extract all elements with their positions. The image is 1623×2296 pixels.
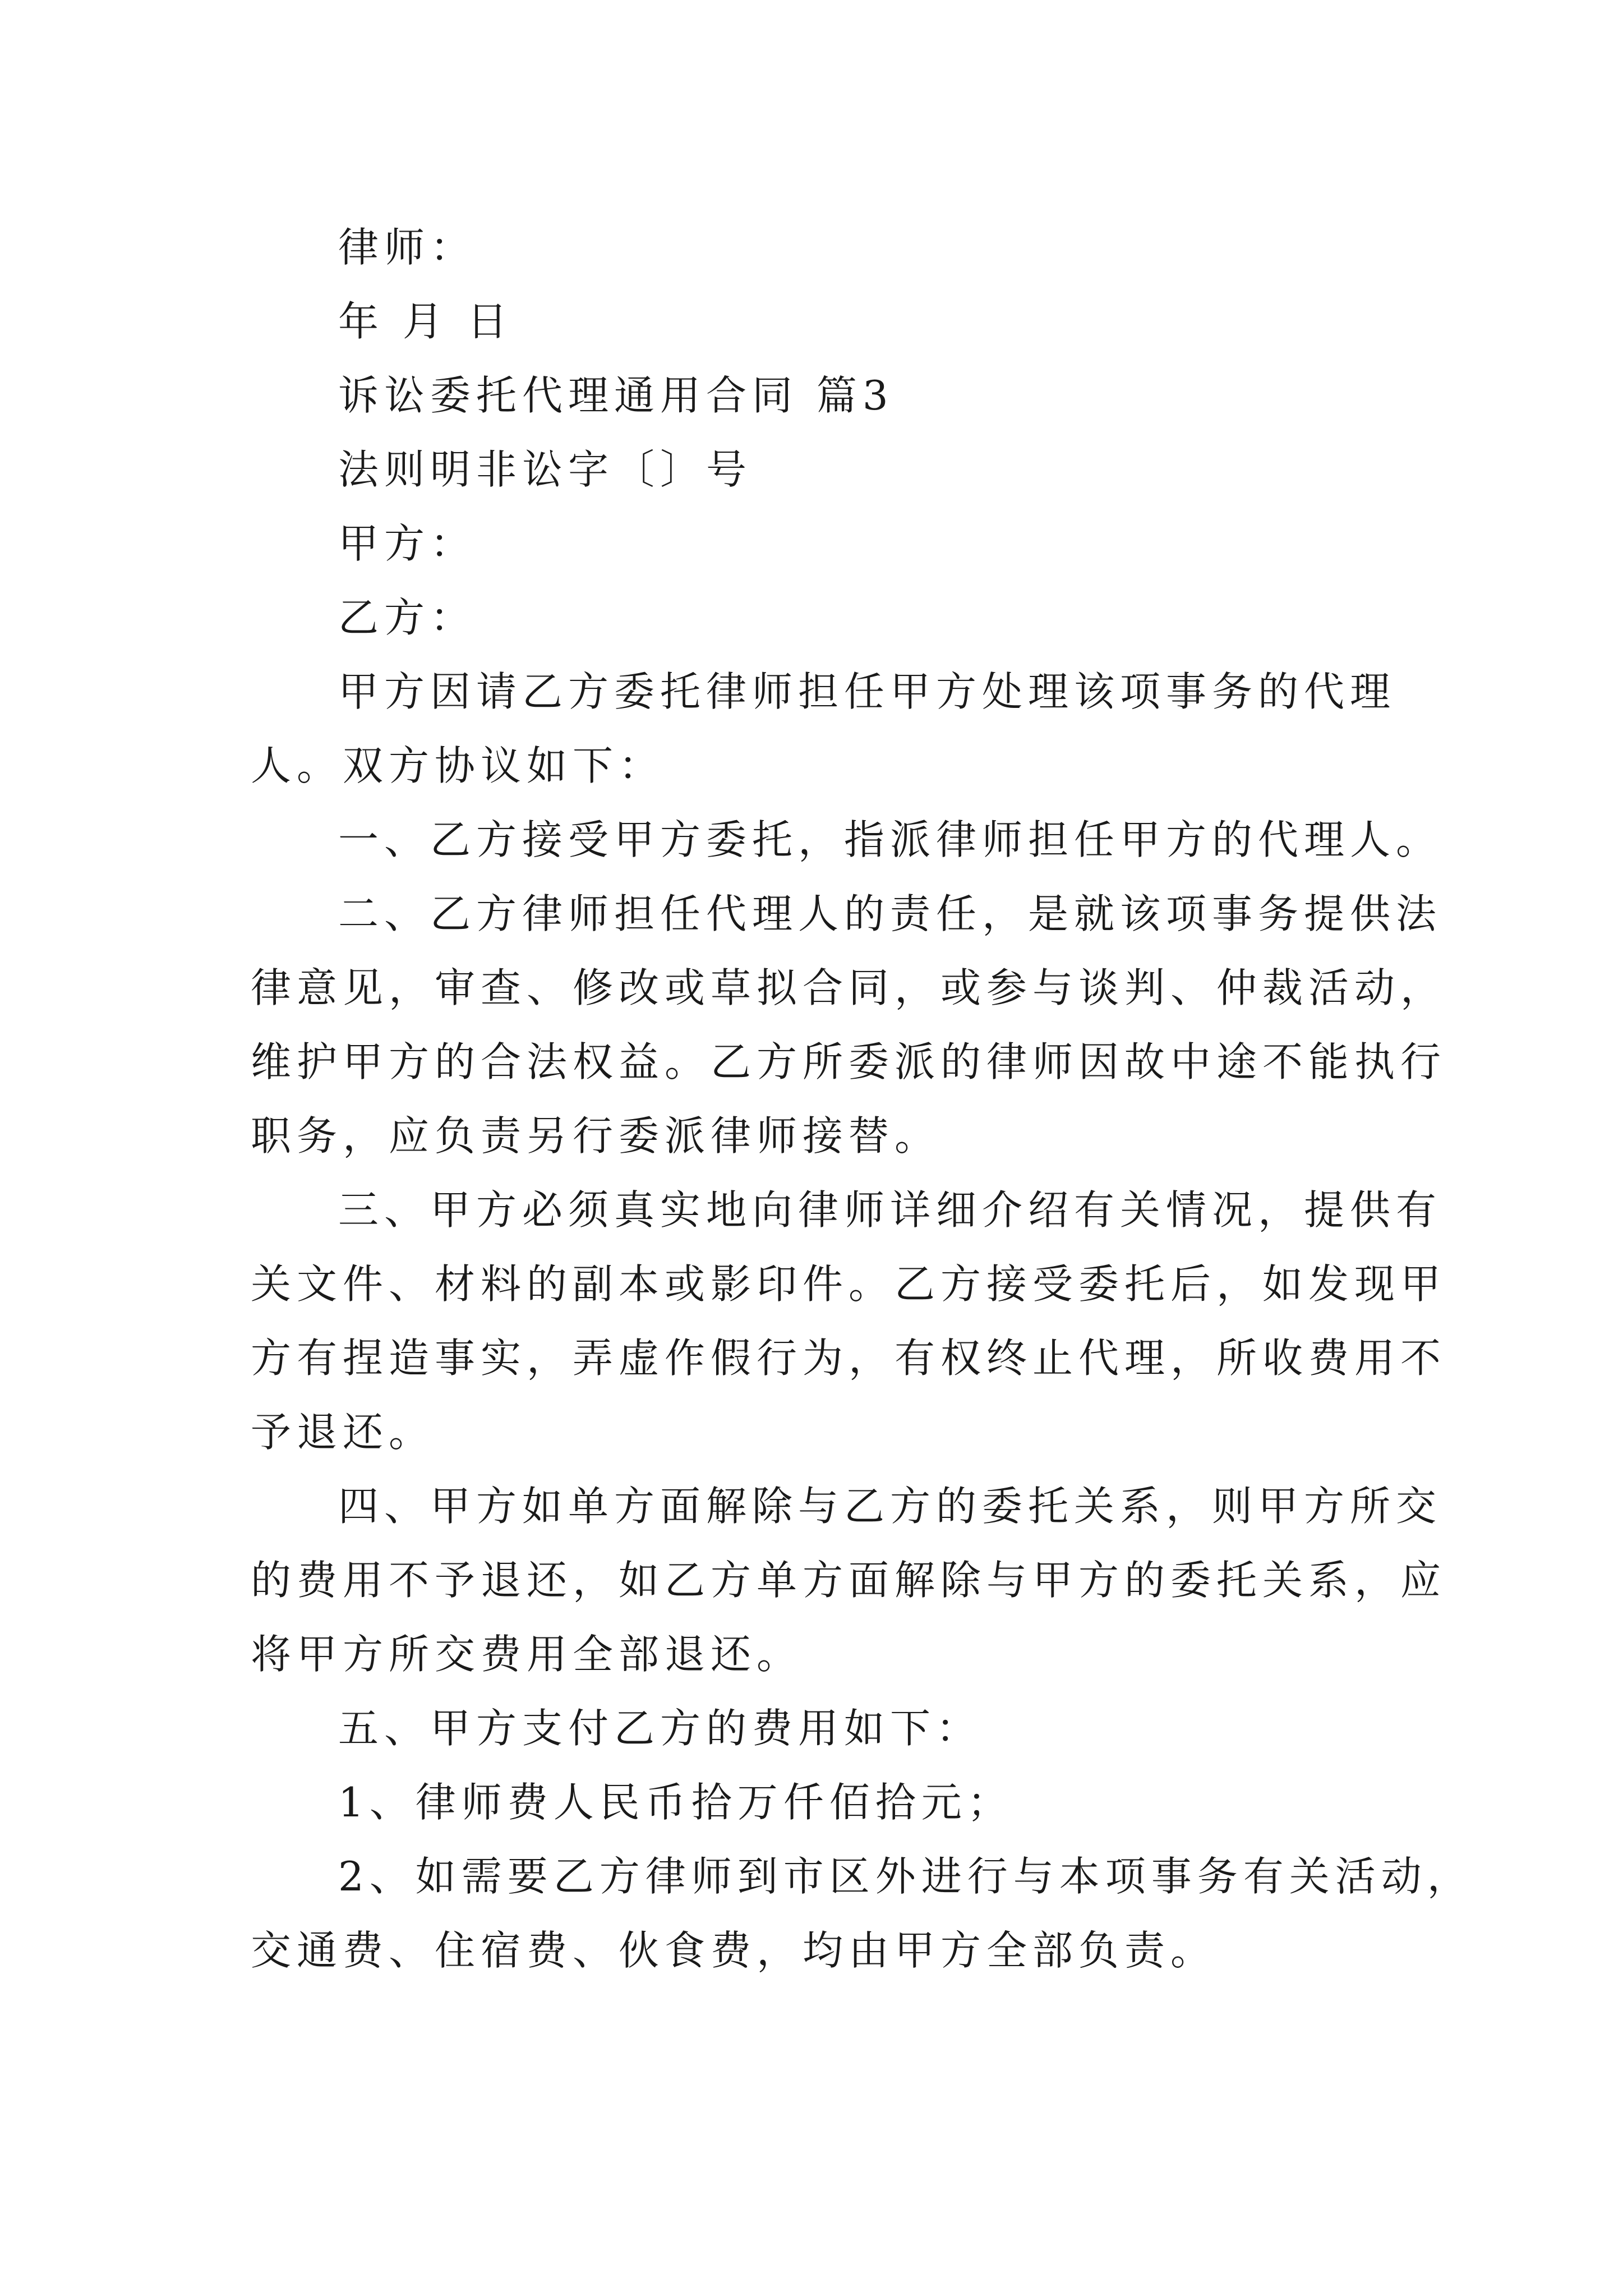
- clause-2-line: 二、乙方律师担任代理人的责任，是就该项事务提供法: [338, 890, 1442, 937]
- paragraph-line: 将甲方所交费用全部退还。: [251, 1631, 803, 1678]
- paragraph-line: 予退还。: [251, 1409, 435, 1456]
- party-b-line: 乙方：: [338, 594, 477, 641]
- paragraph-line: 的费用不予退还，如乙方单方面解除与甲方的委托关系，应: [251, 1557, 1447, 1604]
- document-body: [251, 210, 1473, 1987]
- paragraph-line: 职务，应负责另行委派律师接替。: [251, 1112, 941, 1159]
- paragraph-line: 方有捏造事实，弄虚作假行为，有权终止代理，所收费用不: [251, 1335, 1447, 1382]
- clause-4-line: 四、甲方如单方面解除与乙方的委托关系，则甲方所交: [338, 1483, 1442, 1530]
- clause-3-line: 三、甲方必须真实地向律师详细介绍有关情况，提供有: [338, 1186, 1442, 1234]
- paragraph-line: 交通费、住宿费、伙食费，均由甲方全部负责。: [251, 1927, 1217, 1974]
- clause-5-line: 五、甲方支付乙方的费用如下：: [338, 1705, 983, 1752]
- date-line: 年 月 日: [338, 298, 513, 345]
- paragraph-line: 维护甲方的合法权益。乙方所委派的律师因故中途不能执行: [251, 1038, 1447, 1085]
- paragraph-line: 甲方因请乙方委托律师担任甲方处理该项事务的代理: [338, 668, 1396, 715]
- paragraph-line: 律意见，审查、修改或草拟合同，或参与谈判、仲裁活动，: [251, 964, 1447, 1011]
- lawyer-signature-line: 律师：: [338, 224, 477, 271]
- clause-1-line: 一、乙方接受甲方委托，指派律师担任甲方的代理人。: [338, 816, 1442, 863]
- paragraph-line: 关文件、材料的副本或影印件。乙方接受委托后，如发现甲: [251, 1260, 1447, 1308]
- party-a-line: 甲方：: [338, 520, 477, 567]
- paragraph-line: 人。双方协议如下：: [251, 742, 665, 789]
- fee-item-1: 1、律师费人民币拾万仟佰拾元；: [338, 1779, 1013, 1826]
- contract-number: 法则明非讼字〔〕号: [338, 446, 753, 493]
- contract-title: 诉讼委托代理通用合同 篇3: [338, 372, 894, 419]
- fee-item-2: 2、如需要乙方律师到市区外进行与本项事务有关活动，: [338, 1853, 1473, 1900]
